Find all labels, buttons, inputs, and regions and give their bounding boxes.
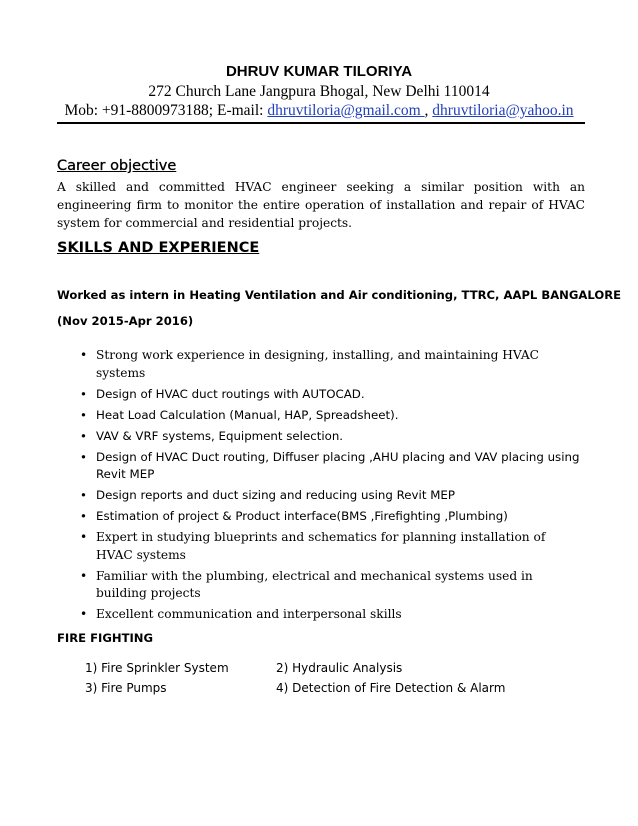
list-item: • Design of HVAC Duct routing, Diffuser placing ,AHU placing and VAV placing using Revit MEP xyxy=(80,449,585,484)
header-divider xyxy=(57,122,585,124)
list-item: • Estimation of project & Product interface(BMS ,Firefighting ,Plumbing) xyxy=(80,508,585,526)
list-item: • Design reports and duct sizing and reducing using Revit MEP xyxy=(80,487,585,505)
list-item: • Design of HVAC duct routings with AUTOCAD. xyxy=(80,386,585,404)
internship-line: Worked as intern in Heating Ventilation and Air conditioning, TTRC, AAPL BANGALORE xyxy=(57,288,622,302)
email-link-yahoo[interactable]: dhruvtiloria@yahoo.in xyxy=(432,102,574,119)
email-link-gmail[interactable]: dhruvtiloria@gmail.com xyxy=(267,102,425,119)
fire-item-detection: 4) Detection of Fire Detection & Alarm xyxy=(276,681,506,695)
list-item: • Expert in studying blueprints and schematics for planning installation of HVAC systems xyxy=(80,529,585,564)
list-item: • VAV & VRF systems, Equipment selection. xyxy=(80,428,585,446)
career-objective-text: A skilled and committed HVAC engineer seeking a similar position with an engineering firm to monitor the entire operation of installation and repair of HVAC system for commercial and residential projects. xyxy=(57,180,585,230)
mobile-text: Mob: +91-8800973188; E-mail: xyxy=(64,102,268,119)
internship-period: (Nov 2015-Apr 2016) xyxy=(57,314,194,328)
fire-fighting-heading: FIRE FIGHTING xyxy=(57,631,154,645)
list-item: • Familiar with the plumbing, electrical and mechanical systems used in building projects xyxy=(80,568,585,603)
list-item: • Strong work experience in designing, installing, and maintaining HVAC systems xyxy=(80,347,585,382)
contact-line xyxy=(0,102,638,120)
career-objective-heading: Career objective xyxy=(57,158,177,174)
address-line: 272 Church Lane Jangpura Bhogal, New Delhi 110014 xyxy=(148,83,490,100)
fire-item-hydraulic: 2) Hydraulic Analysis xyxy=(276,661,403,675)
fire-item-sprinkler: 1) Fire Sprinkler System xyxy=(85,661,229,675)
skills-heading: SKILLS AND EXPERIENCE xyxy=(57,240,260,256)
skills-list xyxy=(80,347,585,627)
list-item: • Excellent communication and interpersonal skills xyxy=(80,606,585,624)
list-item: • Heat Load Calculation (Manual, HAP, Spreadsheet). xyxy=(80,407,585,425)
candidate-name: DHRUV KUMAR TILORIYA xyxy=(225,63,413,80)
fire-item-pumps: 3) Fire Pumps xyxy=(85,681,167,695)
email-separator: , xyxy=(424,102,433,119)
